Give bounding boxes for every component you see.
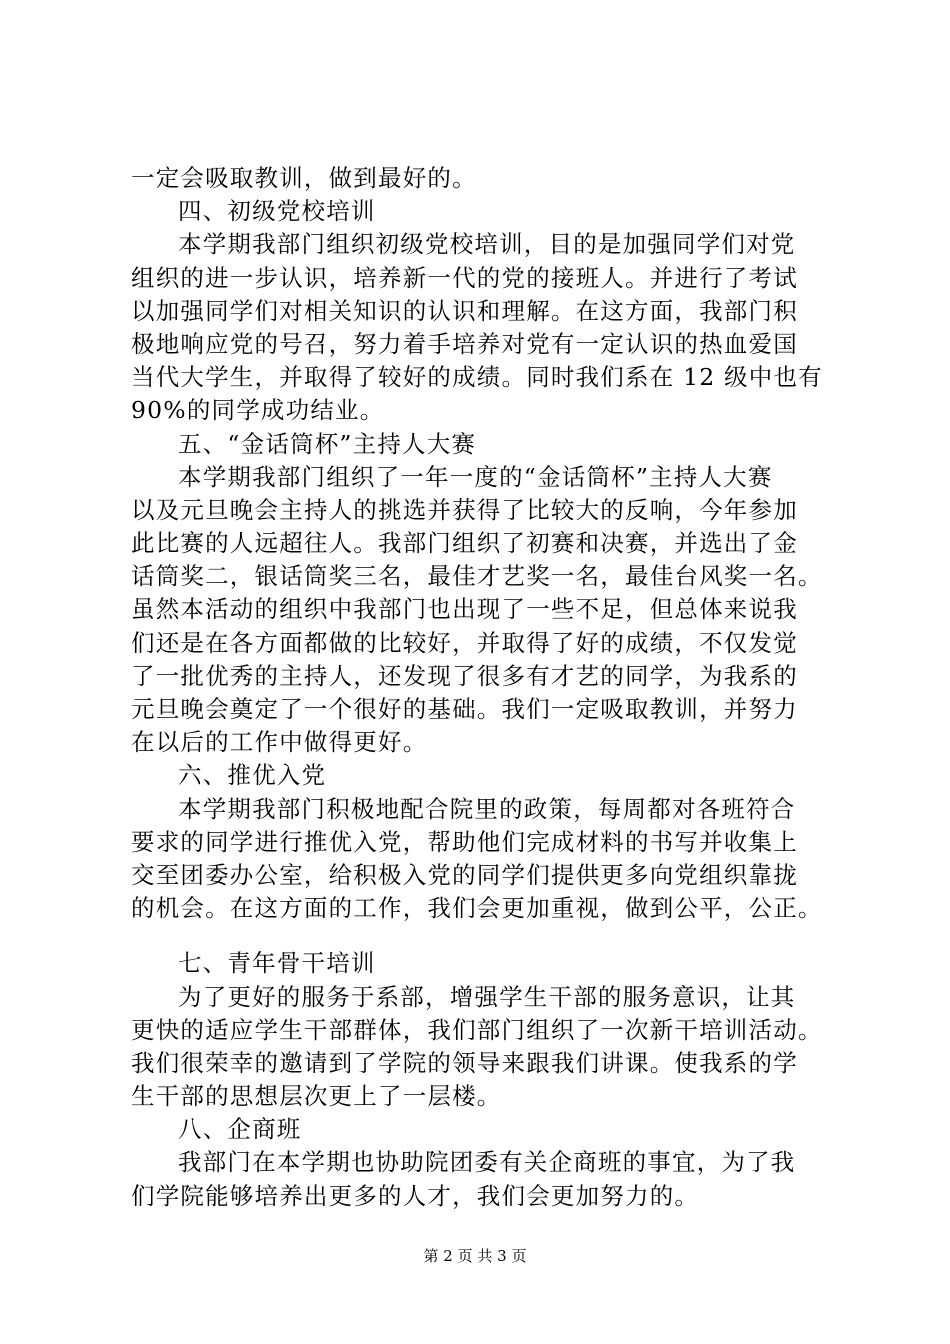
section-heading: 七、青年骨干培训 (178, 949, 376, 978)
text-line: 了一批优秀的主持人，还发现了很多有才艺的同学，为我系的 (131, 661, 798, 690)
text-line: 在以后的工作中做得更好。 (131, 728, 428, 757)
text-line: 当代大学生，并取得了较好的成绩。同时我们系在 12 级中也有 (131, 363, 823, 392)
text-line: 极地响应党的号召，努力着手培养对党有一定认识的热血爱国 (131, 329, 798, 358)
text-line: 话筒奖二，银话筒奖三名，最佳才艺奖一名，最佳台风奖一名。 (131, 562, 823, 591)
section-heading: 六、推优入党 (178, 761, 327, 790)
page-number-footer: 第 2 页 共 3 页 (423, 1247, 527, 1265)
text-line: 交至团委办公室，给积极入党的同学们提供更多向党组织靠拢 (131, 860, 798, 889)
text-line: 本学期我部门积极地配合院里的政策，每周都对各班符合 (178, 794, 796, 823)
paragraph-gap (131, 925, 851, 947)
section-heading: 四、初级党校培训 (178, 197, 376, 226)
text-line: 要求的同学进行推优入党，帮助他们完成材料的书写并收集上 (131, 827, 798, 856)
text-line: 本学期我部门组织了一年一度的“金话筒杯”主持人大赛 (178, 462, 773, 491)
text-line: 生干部的思想层次更上了一层楼。 (131, 1082, 502, 1111)
text-line: 一定会吸取教训，做到最好的。 (131, 164, 477, 192)
section-heading: 五、“金话筒杯”主持人大赛 (178, 429, 477, 458)
text-line: 的机会。在这方面的工作，我们会更加重视，做到公平，公正。 (131, 894, 823, 923)
text-line: 以及元旦晚会主持人的挑选并获得了比较大的反响，今年参加 (131, 495, 798, 524)
text-line: 本学期我部门组织初级党校培训，目的是加强同学们对党 (178, 230, 796, 259)
text-line: 90%的同学成功结业。 (131, 396, 385, 425)
text-line: 元旦晚会奠定了一个很好的基础。我们一定吸取教训，并努力 (131, 695, 798, 723)
text-line: 我们很荣幸的邀请到了学院的领导来跟我们讲课。使我系的学 (131, 1048, 798, 1077)
text-line: 组织的进一步认识，培养新一代的党的接班人。并进行了考试 (131, 263, 798, 292)
text-line: 们还是在各方面都做的比较好，并取得了好的成绩，不仅发觉 (131, 628, 798, 657)
text-line: 为了更好的服务于系部，增强学生干部的服务意识，让其 (178, 982, 796, 1011)
text-line: 此比赛的人远超往人。我部门组织了初赛和决赛，并选出了金 (131, 529, 798, 558)
text-line: 我部门在本学期也协助院团委有关企商班的事宜，为了我 (178, 1148, 796, 1177)
text-line: 虽然本活动的组织中我部门也出现了一些不足，但总体来说我 (131, 595, 798, 624)
text-line: 更快的适应学生干部群体，我们部门组织了一次新干培训活动。 (131, 1015, 823, 1044)
document-body (131, 162, 851, 1213)
text-line: 们学院能够培养出更多的人才，我们会更加努力的。 (131, 1181, 700, 1210)
text-line: 以加强同学们对相关知识的认识和理解。在这方面，我部门积 (131, 296, 798, 325)
section-heading: 八、企商班 (178, 1115, 302, 1144)
